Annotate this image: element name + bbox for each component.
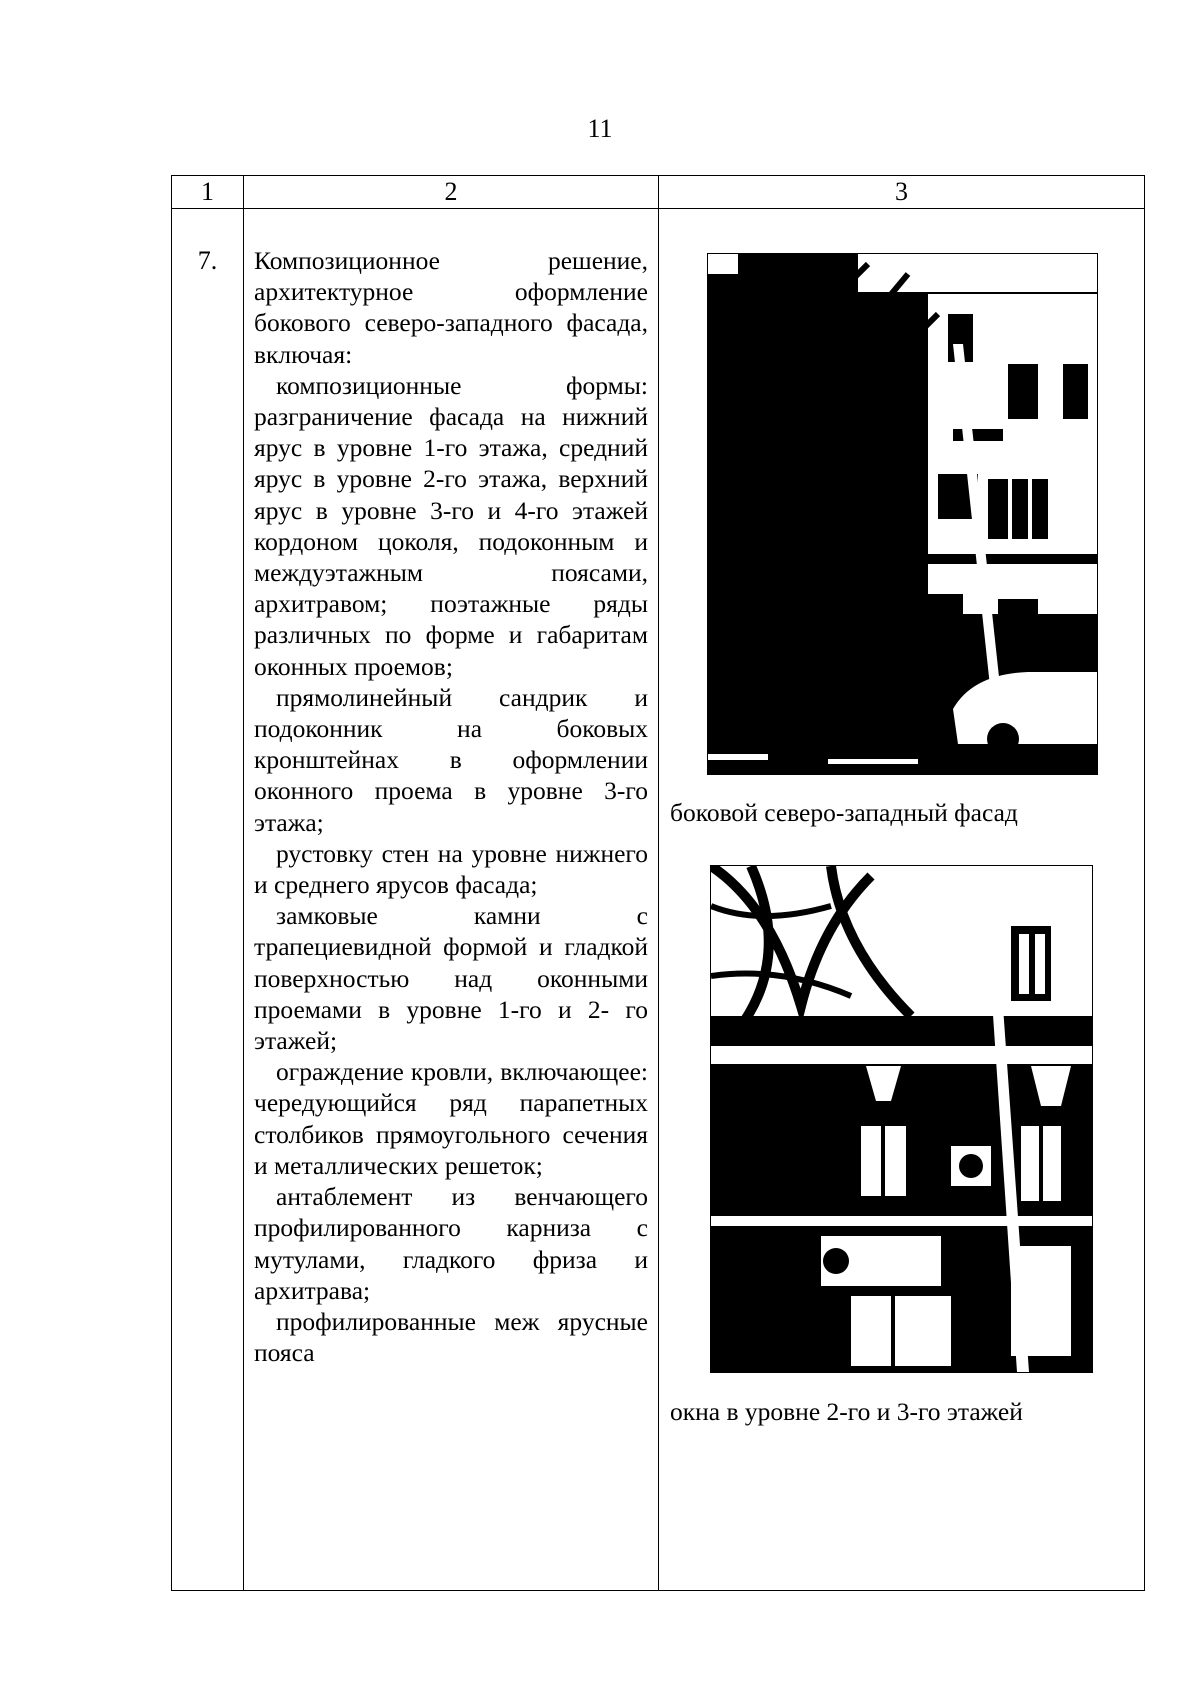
facade-photo bbox=[707, 253, 1098, 775]
facade-table bbox=[171, 175, 1145, 1591]
description-paragraph: ограждение кровли, включающее: чередующийся ряд парапетных столбиков прямоугольного сечения и металлических решеток; bbox=[254, 1057, 648, 1180]
description-paragraph: замковые камни с трапециевидной формой и гладкой поверхностью над оконными проемами в уровне 1-го и 2- го этажей; bbox=[254, 901, 648, 1056]
description-paragraph: профилированные меж ярусные пояса bbox=[254, 1306, 648, 1368]
header-cell-2: 2 bbox=[244, 176, 659, 209]
photo-caption: боковой северо-западный фасад bbox=[670, 798, 1018, 827]
description-text bbox=[244, 209, 658, 1368]
facade-photo-image bbox=[708, 254, 1097, 774]
header-cell-1: 1 bbox=[172, 176, 244, 209]
description-paragraph: рустовку стен на уровне нижнего и среднего ярусов фасада; bbox=[254, 838, 648, 900]
table-header-row bbox=[172, 176, 1145, 209]
description-paragraph: композиционные формы: разграничение фасада на нижний ярус в уровне 1-го этажа, средний ярус в уровне 2-го этажа, верхний ярус в уровне 3-го и 4-го этажей кордоном цоколя, подоконным и междуэтажным поясами, архитравом; поэтажные ряды различных по форме и габаритам оконных проемов; bbox=[254, 370, 648, 681]
page-number: 11 bbox=[587, 114, 613, 143]
header-cell-3: 3 bbox=[659, 176, 1145, 209]
description-cell bbox=[244, 209, 659, 1591]
table-row bbox=[172, 209, 1145, 1591]
photo-cell bbox=[659, 209, 1145, 1591]
photo-caption: окна в уровне 2-го и 3-го этажей bbox=[670, 1397, 1023, 1426]
row-number-cell bbox=[172, 209, 244, 1591]
windows-photo-image bbox=[711, 866, 1092, 1372]
description-paragraph: прямолинейный сандрик и подоконник на боковых кронштейнах в оформлении оконного проема в уровне 3-го этажа; bbox=[254, 682, 648, 837]
windows-photo bbox=[710, 865, 1093, 1373]
description-paragraph: Композиционное решение, архитектурное оформление бокового северо-западного фасада, включая: bbox=[254, 246, 648, 369]
description-paragraph: антаблемент из венчающего профилированного карниза с мутулами, гладкого фриза и архитрава; bbox=[254, 1182, 648, 1305]
row-number: 7. bbox=[197, 246, 218, 275]
